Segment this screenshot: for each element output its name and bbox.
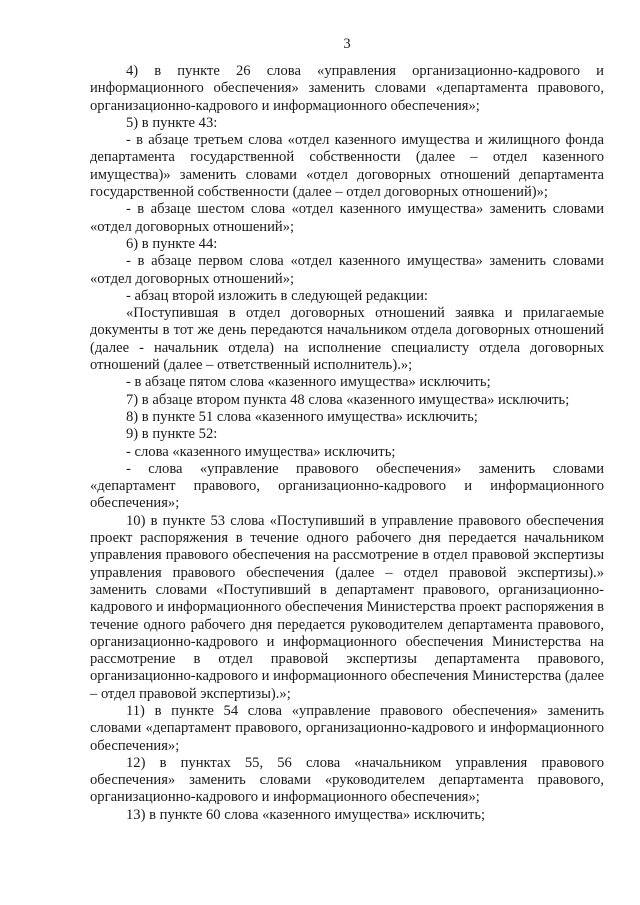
paragraph-amendment-4: 4) в пункте 26 слова «управления организационно-кадрового и информационного обеспечения» заменить словами «департамента правового, организационно-кадрового и информационного обеспечения»; (90, 63, 604, 114)
paragraph-6-abzac-1: - в абзаце первом слова «отдел казенного имущества» заменить словами «отдел договорных отношений»; (90, 253, 604, 287)
paragraph-6-abzac-2: - абзац второй изложить в следующей редакции: (126, 287, 428, 304)
paragraph-amendment-7: 7) в абзаце втором пункта 48 слова «казенного имущества» исключить; (126, 391, 570, 408)
paragraph-5-abzac-6: - в абзаце шестом слова «отдел казенного имущества» заменить словами «отдел договорных отношений»; (90, 201, 604, 235)
document-body (90, 63, 604, 824)
paragraph-9-item-1: - слова «казенного имущества» исключить; (126, 443, 396, 460)
paragraph-amendment-10: 10) в пункте 53 слова «Поступивший в управление правового обеспечения проект распоряжения в течение одного рабочего дня передается начальником управления правового обеспечения на рассмотрение в отдел правовой экспертизы управления правового обеспечения (далее – отдел правовой экспертизы).» заменить словами «Поступивший в департамент правового, организационно-кадрового и информационного обеспечения Министерства проект распоряжения в течение одного рабочего дня передается руководителем департамента правового, организационно-кадрового и информационного обеспечения Министерства на рассмотрение в отдел правовой экспертизы департамента правового, организационно-кадрового и информационного обеспечения Министерства (далее – отдел правовой экспертизы).»; (90, 512, 604, 702)
paragraph-amendment-6: 6) в пункте 44: (126, 235, 218, 252)
paragraph-amendment-5: 5) в пункте 43: (126, 114, 218, 131)
paragraph-amendment-12: 12) в пунктах 55, 56 слова «начальником управления правового обеспечения» заменить словами «руководителем департамента правового, организационно-кадрового и информационного обеспечения»; (90, 754, 604, 806)
paragraph-5-abzac-3: - в абзаце третьем слова «отдел казенного имущества и жилищного фонда департамента государственной собственности (далее – отдел казенного имущества)» заменить словами «отдел договорных отношений департамента государственной собственности (далее – отдел договорных отношений)»; (90, 132, 604, 201)
paragraph-amendment-11: 11) в пункте 54 слова «управление правового обеспечения» заменить словами «департамент правового, организационно-кадрового и информационного обеспечения»; (90, 702, 604, 754)
page-number: 3 (343, 36, 351, 52)
paragraph-6-abzac-5: - в абзаце пятом слова «казенного имущества» исключить; (126, 374, 491, 391)
paragraph-amendment-8: 8) в пункте 51 слова «казенного имущества» исключить; (126, 408, 478, 425)
paragraph-amendment-13: 13) в пункте 60 слова «казенного имущества» исключить; (126, 806, 486, 823)
paragraph-amendment-9: 9) в пункте 52: (126, 426, 218, 443)
paragraph-6-new-wording: «Поступившая в отдел договорных отношений заявка и прилагаемые документы в тот же день передаются начальником отдела договорных отношений (далее - начальник отдела) на исполнение специалисту отдела договорных отношений (далее – ответственный исполнитель).»; (90, 305, 604, 374)
paragraph-9-item-2: - слова «управление правового обеспечения» заменить словами «департамент правового, организационно-кадрового и информационного обеспечения»; (90, 460, 604, 512)
